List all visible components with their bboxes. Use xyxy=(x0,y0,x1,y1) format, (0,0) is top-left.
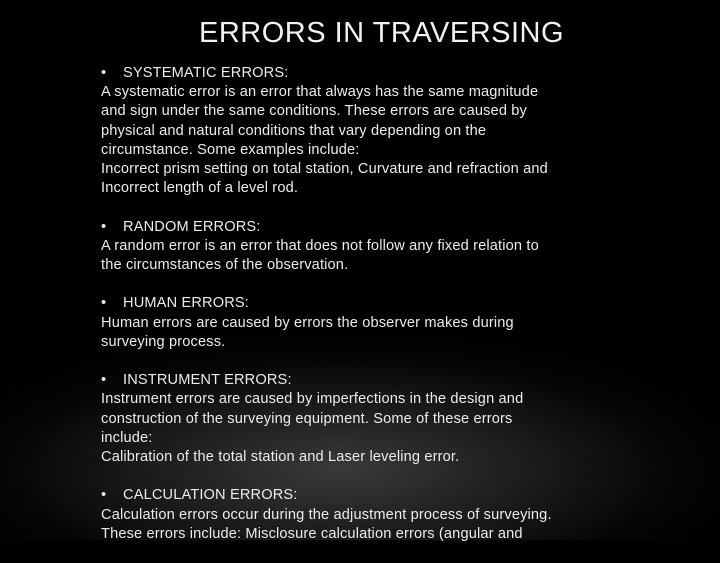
section-heading-text: INSTRUMENT ERRORS: xyxy=(123,372,292,389)
bullet-icon: • xyxy=(101,295,107,312)
section-calculation-errors xyxy=(101,486,701,544)
section-body: A systematic error is an error that always has the same magnitude and sign under the same conditions. These errors are caused by physical and natural conditions that vary depending on the circumstance. Some examples include: Incorrect prism setting on total station, Curvature and refraction and Incorrect length of a level rod. xyxy=(101,84,548,197)
section-body: Calculation errors occur during the adjustment process of surveying. These errors include: Misclosure calculation errors (angular and xyxy=(101,506,552,542)
section-heading-text: RANDOM ERRORS: xyxy=(123,218,261,235)
section-body: A random error is an error that does not follow any fixed relation to the circumstances of the observation. xyxy=(101,237,539,274)
bullet-icon: • xyxy=(101,218,107,235)
section-heading xyxy=(101,486,701,505)
section-human-errors xyxy=(101,294,701,352)
section-heading xyxy=(101,218,701,237)
section-systematic-errors xyxy=(101,64,701,198)
bullet-icon: • xyxy=(101,487,107,504)
section-heading-text: SYSTEMATIC ERRORS: xyxy=(123,65,289,81)
section-heading xyxy=(101,294,701,313)
section-heading xyxy=(101,64,701,83)
section-body: Human errors are caused by errors the observer makes during surveying process. xyxy=(101,314,514,350)
section-body: Instrument errors are caused by imperfections in the design and construction of the surveying equipment. Some of these errors include: Calibration of the total station and Laser leveling error. xyxy=(101,391,524,466)
section-random-errors xyxy=(101,218,701,276)
bullet-icon: • xyxy=(101,65,107,81)
section-heading-text: HUMAN ERRORS: xyxy=(123,295,250,312)
section-heading xyxy=(101,371,701,390)
section-instrument-errors xyxy=(101,371,701,467)
bullet-icon: • xyxy=(101,372,107,389)
slide-content xyxy=(101,64,701,563)
section-heading-text: CALCULATION ERRORS: xyxy=(123,487,298,504)
slide-title: ERRORS IN TRAVERSING xyxy=(199,17,565,49)
